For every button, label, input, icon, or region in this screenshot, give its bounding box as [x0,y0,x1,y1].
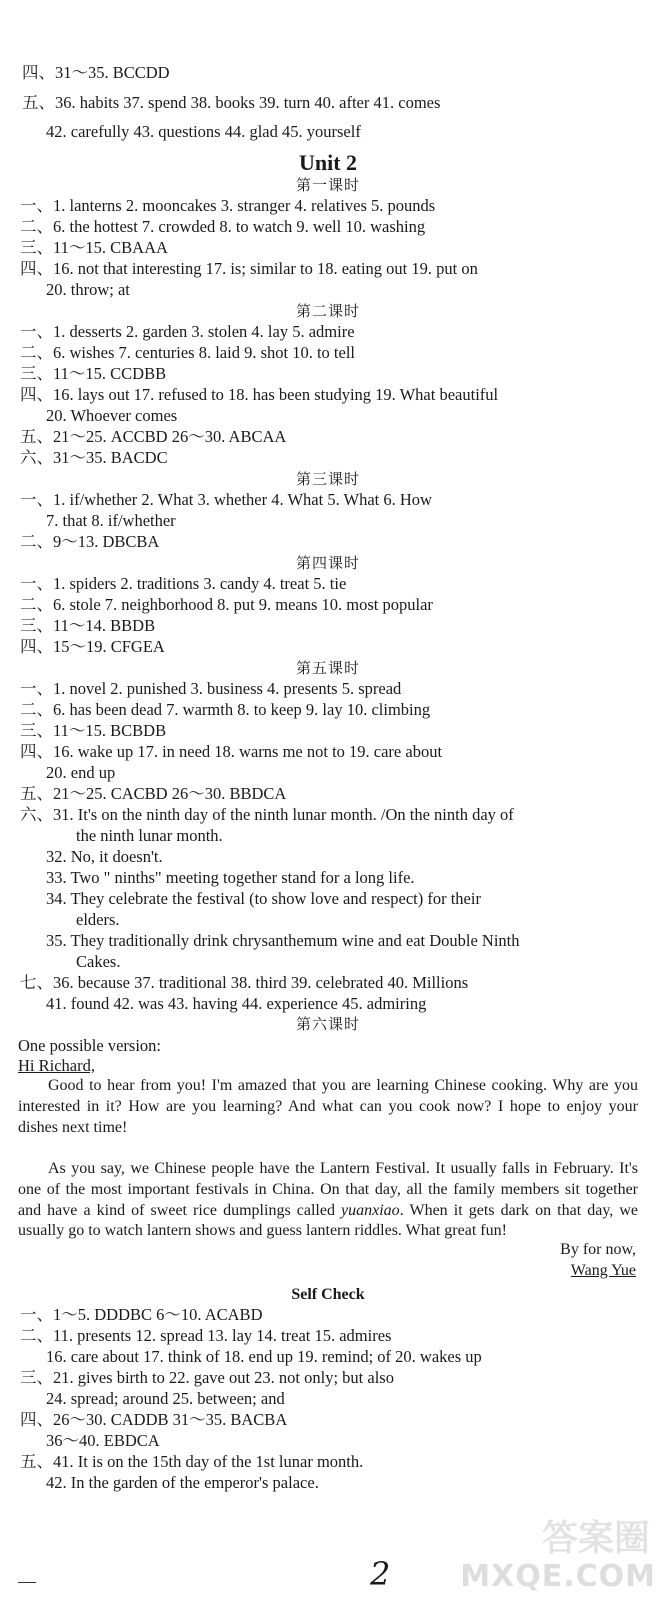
answer-line: 20. end up [46,763,116,782]
answer-line: 二、11. presents 12. spread 13. lay 14. treat 15. admires [20,1326,392,1345]
answer-line: 二、6. stole 7. neighborhood 8. put 9. means 10. most popular [20,595,433,614]
answer-line: 42. In the garden of the emperor's palace. [46,1473,319,1492]
answer-line: 四、16. lays out 17. refused to 18. has been studying 19. What beautiful [20,385,499,404]
answer-line: 二、6. has been dead 7. warmth 8. to keep 9. lay 10. climbing [20,700,431,719]
lesson-heading: 第三课时 [295,472,360,488]
answer-line: 一、1. lanterns 2. mooncakes 3. stranger 4. relatives 5. pounds [20,196,436,215]
answer-line: 35. They traditionally drink chrysanthemum wine and eat Double Ninth [46,931,520,950]
sample-intro: One possible version: [18,1036,161,1055]
answer-line: 33. Two " ninths" meeting together stand for a long life. [46,868,415,887]
answer-line: 一、1. novel 2. punished 3. business 4. presents 5. spread [20,679,402,698]
answer-line: 四、26～30. CADDB 31～35. BACBA [20,1410,288,1429]
italic-term: yuanxiao [341,1201,400,1219]
answer-line: 七、36. because 37. traditional 38. third 39. celebrated 40. Millions [20,973,469,992]
answer-line: 32. No, it doesn't. [46,847,163,866]
answer-line: elders. [76,910,120,929]
answer-line: 五、41. It is on the 15th day of the 1st lunar month. [20,1452,364,1471]
selfcheck-title: Self Check [291,1286,365,1303]
paragraph-text: As you say, we Chinese people have the Lantern Festival. It usually falls in February. It's one of the most important festivals in China. On that day, all the family members sit together and have a kind of sweet rice dumplings called [18,1160,638,1219]
answer-line: 五、21～25. CACBD 26～30. BBDCA [20,784,287,803]
answer-line: 41. found 42. was 43. having 44. experience 45. admiring [46,994,427,1013]
answer-line: 一、1. desserts 2. garden 3. stolen 4. lay 5. admire [20,322,355,341]
answer-line: 六、31. It's on the ninth day of the ninth lunar month. /On the ninth day of [20,805,514,824]
lesson-heading: 第六课时 [295,1017,360,1033]
watermark [460,1508,656,1594]
watermark-text: MXQE.COM [460,1559,656,1594]
answer-line: 42. carefully 43. questions 44. glad 45. yourself [46,122,361,141]
answer-line: 34. They celebrate the festival (to show love and respect) for their [46,889,481,908]
answer-line: the ninth lunar month. [76,826,223,845]
answer-line: 16. care about 17. think of 18. end up 19. remind; of 20. wakes up [46,1347,482,1366]
answer-line: 二、9～13. DBCBA [20,532,160,551]
unit-title: Unit 2 [298,150,358,175]
letter-paragraph-1 [18,1076,638,1138]
footer-rule [18,1582,36,1583]
greeting-text: Hi Richard, [18,1056,95,1075]
answer-line: 四、16. wake up 17. in need 18. warns me not to 19. care about [20,742,443,761]
answer-line: 一、1～5. DDDBC 6～10. ACABD [20,1305,263,1324]
watermark-logo: 答案圈 [541,1518,650,1559]
answer-line: 四、31～35. BCCDD [22,63,170,82]
letter-closing: By for now, [560,1241,636,1258]
answer-line: 三、11～15. CBAAA [20,238,168,257]
lesson-heading: 第四课时 [295,556,360,572]
letter-paragraph-2 [18,1159,638,1242]
lesson-heading: 第二课时 [295,304,360,320]
answer-line: 一、1. spiders 2. traditions 3. candy 4. treat 5. tie [20,574,347,593]
answer-line: 三、11～15. BCBDB [20,721,167,740]
answer-line: 20. throw; at [46,280,130,299]
answer-line: 五、21～25. ACCBD 26～30. ABCAA [20,427,287,446]
answer-line: 7. that 8. if/whether [46,511,176,530]
paragraph-text: . When it gets dark on that day, we usually go to watch lantern shows and guess lantern riddles. What great fun! [18,1201,639,1240]
answer-line: 五、36. habits 37. spend 38. books 39. turn 40. after 41. comes [22,93,441,112]
answer-line: 六、31～35. BACDC [20,448,168,467]
answer-line: 四、16. not that interesting 17. is; similar to 18. eating out 19. put on [20,259,478,278]
answer-line: 二、6. wishes 7. centuries 8. laid 9. shot 10. to tell [20,343,356,362]
lesson-heading: 第一课时 [295,178,360,194]
paragraph-text: Good to hear from you! I'm amazed that you are learning Chinese cooking. Why are you interested in it? How are you learning? And what can you cook now? I hope to enjoy your dishes next time! [18,1077,638,1136]
answer-line: 二、6. the hottest 7. crowded 8. to watch 9. well 10. washing [20,217,426,236]
letter-signature: Wang Yue [570,1262,636,1279]
lesson-heading: 第五课时 [295,661,360,677]
answer-line: 一、1. if/whether 2. What 3. whether 4. What 5. What 6. How [20,490,432,509]
answer-line: 36～40. EBDCA [46,1431,160,1450]
answer-line: 20. Whoever comes [46,406,178,425]
answer-line: 三、11～15. CCDBB [20,364,167,383]
answer-line: 三、21. gives birth to 22. gave out 23. not only; but also [20,1368,394,1387]
page-number: 2 [370,1555,391,1593]
answer-line: 24. spread; around 25. between; and [46,1389,285,1408]
answer-line: Cakes. [76,952,121,971]
answer-line: 四、15～19. CFGEA [20,637,165,656]
answer-line: 三、11～14. BBDB [20,616,156,635]
letter-greeting [18,1056,656,1076]
